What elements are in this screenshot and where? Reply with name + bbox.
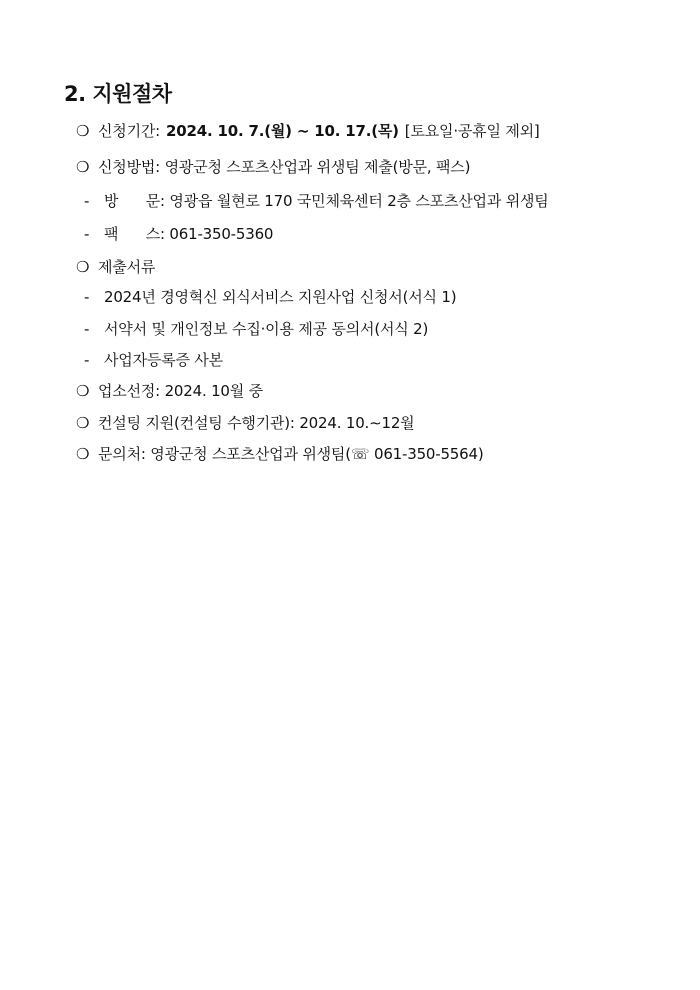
circle-bullet-icon: ❍ (76, 414, 90, 432)
documents-line (76, 256, 155, 277)
circle-bullet-icon: ❍ (76, 158, 90, 176)
consulting-label: 컨설팅 지원(컨설팅 수행기관): 2024. 10.∼12월 (98, 414, 415, 432)
dash-bullet: - (84, 288, 90, 306)
contact-line (76, 443, 484, 464)
dash-bullet: - (84, 192, 90, 210)
circle-bullet-icon: ❍ (76, 445, 90, 463)
document-item-text: 2024년 경영혁신 외식서비스 지원사업 신청서(서식 1) (104, 288, 457, 306)
application-method-label: 신청방법: 영광군청 스포츠산업과 위생팀 제출(방문, 팩스) (98, 158, 471, 176)
consulting-line (76, 412, 414, 433)
document-item-text: 서약서 및 개인정보 수집·이용 제공 동의서(서식 2) (104, 320, 429, 338)
application-period-note: [토요일·공휴일 제외] (404, 122, 540, 140)
application-period-label: 신청기간: (98, 122, 161, 140)
fax-number: 팩 스: 061-350-5360 (104, 225, 274, 243)
document-item (76, 286, 456, 307)
section-title: 2. 지원절차 (64, 82, 172, 106)
document-item-text: 사업자등록증 사본 (104, 351, 223, 369)
document-item (76, 318, 428, 339)
visit-address: 방 문: 영광읍 월현로 170 국민체육센터 2층 스포츠산업과 위생팀 (104, 192, 549, 210)
contact-label: 문의처: 영광군청 스포츠산업과 위생팀(☏ 061-350-5564) (98, 445, 484, 463)
selection-line (76, 380, 263, 401)
circle-bullet-icon: ❍ (76, 122, 90, 140)
selection-label: 업소선정: 2024. 10월 중 (98, 382, 263, 400)
dash-bullet: - (84, 320, 90, 338)
visit-address-line (76, 190, 549, 211)
application-period-dates: 2024. 10. 7.(월) ∼ 10. 17.(목) (166, 122, 399, 140)
circle-bullet-icon: ❍ (76, 382, 90, 400)
documents-label: 제출서류 (98, 258, 156, 276)
application-period-line (76, 120, 540, 141)
fax-line (76, 223, 273, 244)
document-item (76, 349, 223, 370)
application-method-line (76, 156, 470, 177)
dash-bullet: - (84, 225, 90, 243)
circle-bullet-icon: ❍ (76, 258, 90, 276)
dash-bullet: - (84, 351, 90, 369)
